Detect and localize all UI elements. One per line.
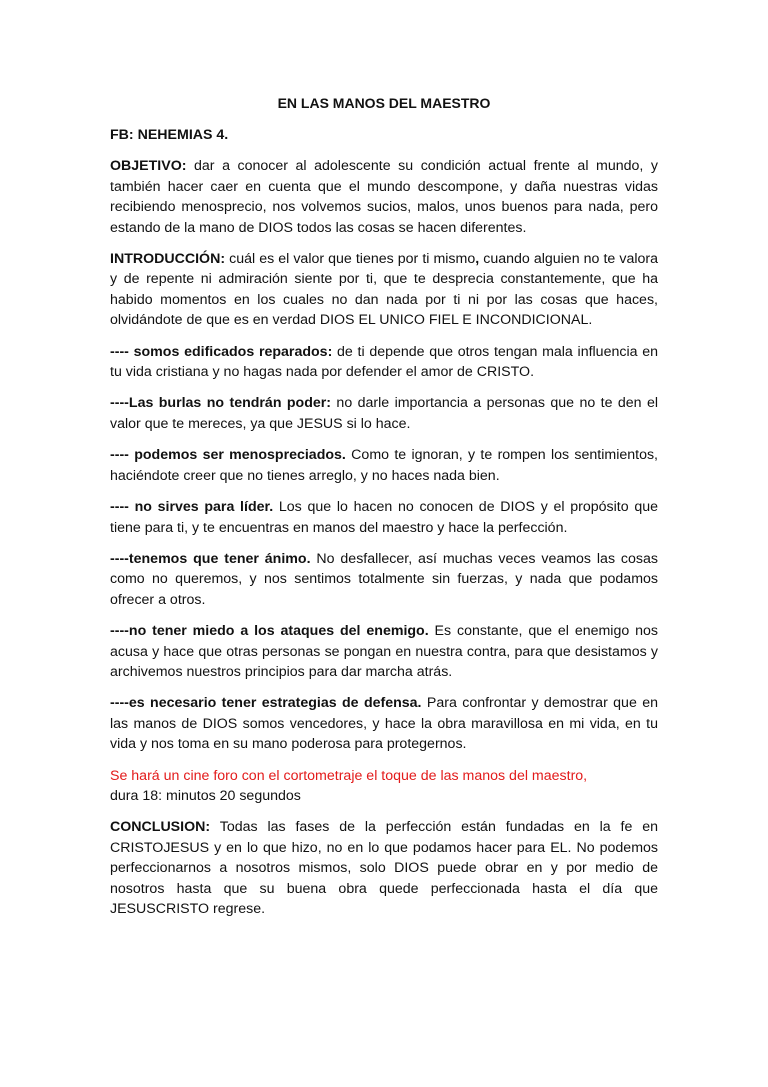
point-text: No desfallecer, así muchas veces veamos las cosas como no queremos, y nos sentimos totalmente sin fuerzas, y nada que podamos ofrecer a otros. (110, 550, 658, 608)
point-paragraph (110, 621, 658, 682)
point-label: ---- podemos ser menospreciados. (110, 447, 346, 464)
conclusion-paragraph (110, 817, 658, 919)
point-paragraph (110, 445, 658, 486)
introduccion-paragraph (110, 249, 658, 331)
point-paragraph (110, 393, 658, 434)
objetivo-text: dar a conocer al adolescente su condición actual frente al mundo, y también hacer caer en cuenta que el mundo descompone, y daña nuestras vidas recibiendo menosprecio, nos volvemos sucios, malos, unos buenos para nada, pero estando de la mano de DIOS todos las cosas se hacen diferentes. (110, 158, 658, 236)
document-page (110, 93, 658, 930)
conclusion-text: Todas las fases de la perfección están fundadas en la fe en CRISTOJESUS y en lo que hizo, no en lo que podamos hacer para EL. No podemos perfeccionarnos a nosotros mismos, solo DIOS puede obrar en y por medio de nosotros hasta que su buena obra quede perfeccionada hasta el día que JESUSCRISTO regrese. (110, 819, 658, 917)
document-title: EN LAS MANOS DEL MAESTRO (277, 95, 491, 111)
point-label: ----no tener miedo a los ataques del enemigo. (110, 623, 429, 640)
introduccion-text-a: cuál es el valor que tienes por ti mismo (225, 251, 476, 268)
point-text: Para confrontar y demostrar que en las manos de DIOS somos vencedores, y hace la obra maravillosa en mi vida, en tu vida y nos toma en su mano poderosa para protegernos. (110, 695, 658, 753)
bible-reference: FB: NEHEMIAS 4. (110, 127, 229, 143)
point-text: Los que lo hacen no conocen de DIOS y el propósito que tiene para ti, y te encuentras en manos del maestro y hace la perfección. (110, 499, 658, 536)
point-text: Es constante, que el enemigo nos acusa y hace que otras personas se pongan en nuestra contra, para que desistamos y archivemos nuestros principios para dar marcha atrás. (110, 623, 658, 680)
cine-paragraph (110, 766, 658, 807)
introduccion-comma: , (475, 251, 480, 268)
point-label: ---- no sirves para líder. (110, 499, 274, 516)
cine-red-text: Se hará un cine foro con el cortometraje el toque de las manos del maestro, (110, 767, 588, 784)
introduccion-label: INTRODUCCIÓN: (110, 251, 226, 268)
objetivo-paragraph (110, 156, 658, 238)
point-label: ----Las burlas no tendrán poder: (110, 395, 332, 412)
point-paragraph (110, 497, 658, 538)
point-text: de ti depende que otros tengan mala influencia en tu vida cristiana y no hagas nada por defender el amor de CRISTO. (110, 343, 658, 381)
introduccion-text-b: cuando alguien no te valora y de repente ni admiración siente por ti, que te desprecia constantemente, que ha habido momentos en los cuales no dan nada por ti ni por las cosas que haces, olvidándote de que es en verdad DIOS EL UNICO FIEL E INCONDICIONAL. (110, 251, 658, 329)
objetivo-label: OBJETIVO: (110, 158, 187, 175)
point-text: Como te ignoran, y te rompen los sentimientos, haciéndote creer que no tienes arreglo, y no haces nada bien. (110, 447, 658, 484)
point-paragraph (110, 549, 658, 610)
point-label: ---- somos edificados reparados: (110, 343, 333, 360)
cine-duration: dura 18: minutos 20 segundos (110, 787, 301, 804)
conclusion-label: CONCLUSION: (110, 819, 211, 836)
point-paragraph (110, 342, 658, 383)
point-label: ----tenemos que tener ánimo. (110, 550, 311, 567)
point-paragraph (110, 693, 658, 754)
point-text: no darle importancia a personas que no te den el valor que te mereces, ya que JESUS si lo hace. (110, 395, 658, 432)
point-label: ----es necesario tener estrategias de defensa. (110, 695, 422, 712)
